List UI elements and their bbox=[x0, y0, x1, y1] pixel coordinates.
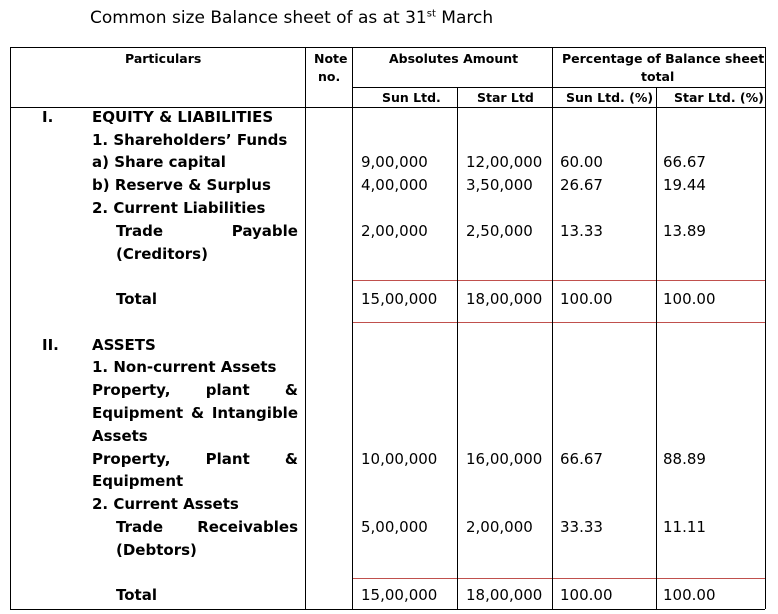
equity-heading: EQUITY & LIABILITIES bbox=[92, 108, 274, 126]
ppe-intangible-line2 bbox=[92, 404, 298, 422]
equity-total-bottom-line bbox=[352, 322, 765, 323]
reserve-label: b) Reserve & Surplus bbox=[92, 176, 271, 194]
assets-total-sun: 15,00,000 bbox=[361, 586, 438, 604]
header-sun: Sun Ltd. bbox=[382, 90, 441, 105]
equity-total-label: Total bbox=[116, 290, 157, 308]
reserve-star-pct: 19.44 bbox=[663, 176, 706, 194]
share-capital-label: a) Share capital bbox=[92, 153, 226, 171]
reserve-sun-pct: 26.67 bbox=[560, 176, 603, 194]
ppe-intangible-line1 bbox=[92, 381, 298, 399]
assets-total-star: 18,00,000 bbox=[466, 586, 543, 604]
trade-payable-star: 2,50,000 bbox=[466, 222, 533, 240]
col-border-note bbox=[305, 47, 306, 609]
current-assets: 2. Current Assets bbox=[92, 495, 239, 513]
non-current-assets: 1. Non-current Assets bbox=[92, 358, 277, 376]
trade-receivables-sun-pct: 33.33 bbox=[560, 518, 603, 536]
equity-roman: I. bbox=[42, 108, 54, 126]
subheader-divider bbox=[352, 87, 765, 88]
trade-payable-star-pct: 13.89 bbox=[663, 222, 706, 240]
header-sun-pct: Sun Ltd. (%) bbox=[566, 90, 654, 105]
assets-total-sun-pct: 100.00 bbox=[560, 586, 613, 604]
ppe-sun: 10,00,000 bbox=[361, 450, 438, 468]
ppe-intangible-word5: & bbox=[190, 404, 205, 422]
col-border-right bbox=[765, 47, 766, 609]
equity-total-top-line bbox=[352, 280, 765, 281]
ppe-intangible-word2: plant bbox=[205, 381, 250, 399]
header-percentage-line2: total bbox=[641, 69, 675, 84]
ppe-intangible-word3: & bbox=[284, 381, 298, 399]
share-capital-sun-pct: 60.00 bbox=[560, 153, 603, 171]
current-liabilities: 2. Current Liabilities bbox=[92, 199, 266, 217]
ppe-word1: Property, bbox=[92, 450, 171, 468]
header-note-line1: Note bbox=[314, 51, 348, 66]
assets-roman: II. bbox=[42, 336, 59, 354]
trade-payable-word2: Payable bbox=[231, 222, 298, 240]
reserve-star: 3,50,000 bbox=[466, 176, 533, 194]
assets-total-label: Total bbox=[116, 586, 157, 604]
assets-total-star-pct: 100.00 bbox=[663, 586, 716, 604]
header-absolute-amount: Absolutes Amount bbox=[389, 51, 519, 66]
trade-payable-line1 bbox=[116, 222, 298, 240]
trade-receivables-star: 2,00,000 bbox=[466, 518, 533, 536]
trade-receivables-sun: 5,00,000 bbox=[361, 518, 428, 536]
header-percentage-line1: Percentage of Balance sheet bbox=[562, 51, 765, 66]
trade-receivables-word2: Receivables bbox=[197, 518, 298, 536]
trade-payable-line2: (Creditors) bbox=[116, 245, 208, 263]
col-border-sun bbox=[352, 47, 353, 609]
header-star-pct: Star Ltd. (%) bbox=[674, 90, 764, 105]
col-border-left bbox=[10, 47, 11, 609]
ppe-intangible-word4: Equipment bbox=[92, 404, 184, 422]
trade-payable-word1: Trade bbox=[116, 222, 164, 240]
reserve-sun: 4,00,000 bbox=[361, 176, 428, 194]
ppe-word2: Plant bbox=[205, 450, 250, 468]
equity-total-star: 18,00,000 bbox=[466, 290, 543, 308]
header-particulars: Particulars bbox=[125, 51, 202, 66]
shareholders-funds: 1. Shareholders’ Funds bbox=[92, 131, 288, 149]
trade-receivables-line2: (Debtors) bbox=[116, 541, 197, 559]
assets-heading: ASSETS bbox=[92, 336, 156, 354]
trade-receivables-line1 bbox=[116, 518, 298, 536]
share-capital-star-pct: 66.67 bbox=[663, 153, 706, 171]
ppe-intangible-word1: Property, bbox=[92, 381, 171, 399]
ppe-star: 16,00,000 bbox=[466, 450, 543, 468]
header-star: Star Ltd bbox=[477, 90, 534, 105]
header-note-line2: no. bbox=[318, 69, 341, 84]
ppe-star-pct: 88.89 bbox=[663, 450, 706, 468]
trade-payable-sun: 2,00,000 bbox=[361, 222, 428, 240]
assets-total-top-line bbox=[352, 578, 765, 579]
equity-total-sun-pct: 100.00 bbox=[560, 290, 613, 308]
trade-receivables-word1: Trade bbox=[116, 518, 164, 536]
trade-receivables-star-pct: 11.11 bbox=[663, 518, 706, 536]
ppe-word3: & bbox=[284, 450, 298, 468]
table-top-border bbox=[10, 47, 765, 48]
ppe-sun-pct: 66.67 bbox=[560, 450, 603, 468]
ppe-intangible-line3: Assets bbox=[92, 427, 148, 445]
page-title: Common size Balance sheet of as at 31st March bbox=[90, 8, 494, 28]
equity-total-star-pct: 100.00 bbox=[663, 290, 716, 308]
trade-payable-sun-pct: 13.33 bbox=[560, 222, 603, 240]
col-border-star bbox=[457, 87, 458, 609]
col-border-star-pct bbox=[656, 87, 657, 609]
table-bottom-border bbox=[10, 609, 765, 610]
ppe-line2: Equipment bbox=[92, 472, 184, 490]
col-border-sun-pct bbox=[552, 47, 553, 609]
share-capital-star: 12,00,000 bbox=[466, 153, 543, 171]
ppe-line1 bbox=[92, 450, 298, 468]
share-capital-sun: 9,00,000 bbox=[361, 153, 428, 171]
ppe-intangible-word6: Intangible bbox=[211, 404, 298, 422]
equity-total-sun: 15,00,000 bbox=[361, 290, 438, 308]
